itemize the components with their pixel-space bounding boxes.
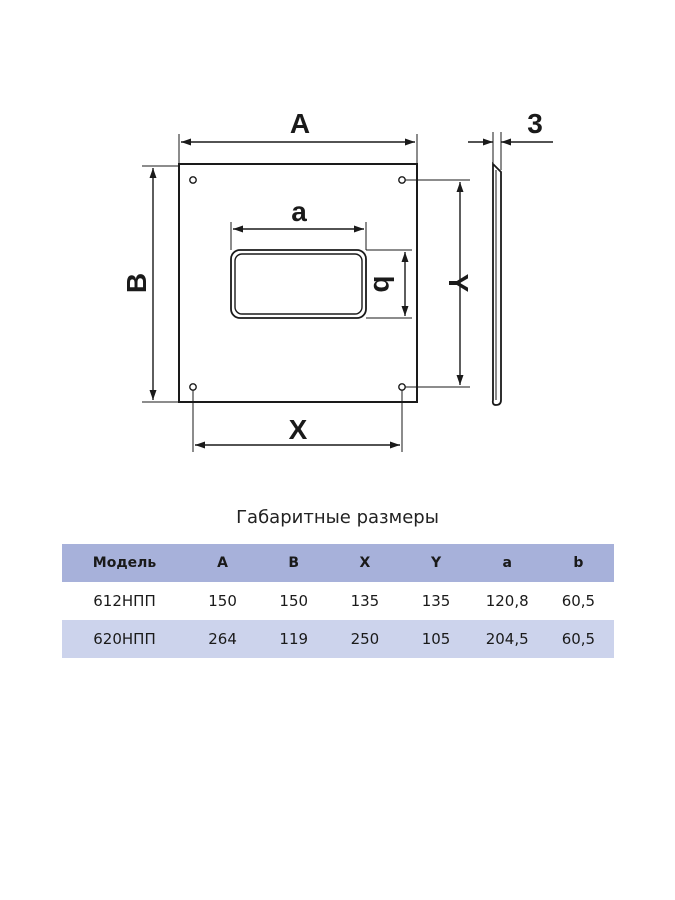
table-header-row — [62, 544, 614, 582]
cell-x: 250 — [350, 630, 380, 648]
column-header-opening-b: b — [573, 555, 584, 571]
label-dimension-x: X — [288, 414, 308, 445]
center-opening-outer — [231, 250, 366, 318]
cell-b: 150 — [279, 592, 309, 610]
cell-y: 105 — [421, 630, 451, 648]
column-header-opening-a: a — [502, 555, 512, 571]
cell-model: 612НПП — [93, 592, 156, 610]
cell-opening-a: 120,8 — [485, 592, 529, 610]
column-header-b: B — [288, 555, 300, 571]
column-header-model: Модель — [92, 555, 157, 571]
mounting-hole-bottom-left — [190, 384, 196, 390]
dimensions-table — [62, 544, 614, 658]
center-opening-inner — [235, 254, 362, 314]
mounting-hole-bottom-right — [399, 384, 405, 390]
plate-side-profile — [493, 164, 501, 405]
table-title: Габаритные размеры — [236, 507, 439, 528]
cell-opening-b: 60,5 — [561, 630, 596, 648]
cell-a: 264 — [208, 630, 237, 648]
cell-opening-b: 60,5 — [561, 592, 596, 610]
cell-x: 135 — [350, 592, 380, 610]
label-dimension-y: Y — [443, 273, 474, 293]
cell-a: 150 — [208, 592, 237, 610]
column-header-x: X — [359, 555, 371, 571]
label-dimension-opening-a: a — [291, 196, 307, 227]
cell-y: 135 — [421, 592, 451, 610]
cell-b: 119 — [279, 630, 309, 648]
label-dimension-opening-b: b — [368, 275, 399, 293]
label-dimension-a: A — [289, 108, 311, 139]
mounting-hole-top-right — [399, 177, 405, 183]
cell-model: 620НПП — [93, 630, 156, 648]
label-dimension-b: B — [121, 272, 152, 294]
table-row — [62, 620, 614, 658]
label-thickness: 3 — [527, 108, 543, 139]
column-header-y: Y — [430, 555, 442, 571]
mounting-hole-top-left — [190, 177, 196, 183]
column-header-a: A — [217, 555, 228, 571]
cell-opening-a: 204,5 — [485, 630, 529, 648]
table-row — [62, 582, 614, 620]
